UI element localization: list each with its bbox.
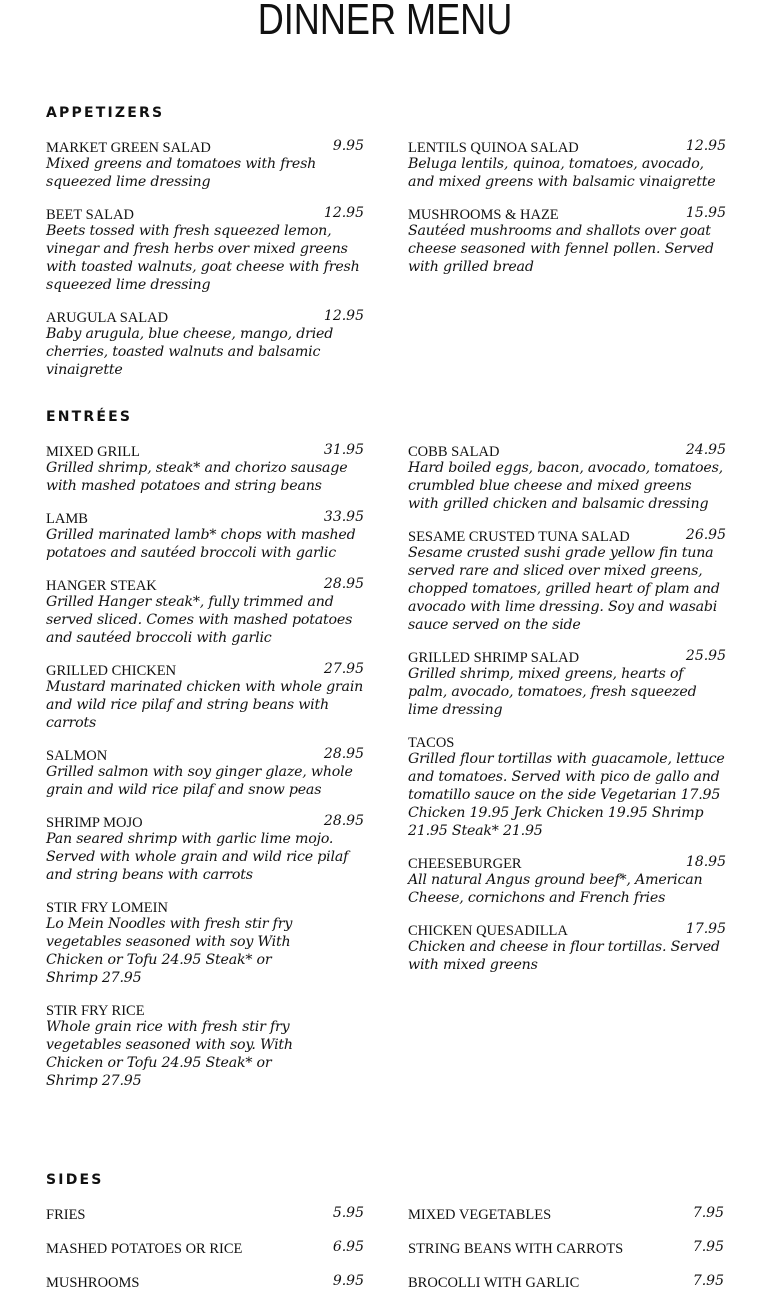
item-name: MIXED GRILL xyxy=(46,444,140,460)
item-price: 17.95 xyxy=(685,921,726,937)
menu-item xyxy=(46,137,364,191)
item-name: MUSHROOMS xyxy=(46,1275,140,1291)
item-description: Baby arugula, blue cheese, mango, dried cherries, toasted walnuts and balsamic vinaigrette xyxy=(46,326,334,378)
menu-item xyxy=(46,1000,364,1090)
page-title: DINNER MENU xyxy=(257,0,513,44)
item-description: Beets tossed with fresh squeezed lemon, vinegar and fresh herbs over mixed greens with toasted walnuts, goat cheese with fresh squeezed lime dressing xyxy=(46,223,360,293)
item-name: GRILLED SHRIMP SALAD xyxy=(408,650,580,666)
menu-item xyxy=(408,920,726,974)
item-price: 7.95 xyxy=(692,1205,724,1221)
item-price: 25.95 xyxy=(685,648,726,664)
item-price: 33.95 xyxy=(323,509,364,525)
item-name: MUSHROOMS & HAZE xyxy=(408,207,559,223)
item-name: GRILLED CHICKEN xyxy=(46,663,177,679)
item-price: 9.95 xyxy=(332,138,364,154)
section-heading-sides: SIDES xyxy=(46,1172,104,1188)
sides-right-column xyxy=(408,1204,724,1290)
item-name: MASHED POTATOES OR RICE xyxy=(46,1241,243,1257)
item-name: FRIES xyxy=(46,1207,86,1223)
item-name: TACOS xyxy=(408,735,455,751)
item-description: Grilled Hanger steak*, fully trimmed and served sliced. Comes with mashed potatoes and sautéed broccoli with garlic xyxy=(46,594,353,646)
menu-item xyxy=(46,307,364,379)
item-name: LENTILS QUINOA SALAD xyxy=(408,140,579,156)
item-name: CHICKEN QUESADILLA xyxy=(408,923,568,939)
menu-item xyxy=(46,441,364,495)
appetizers-right-column xyxy=(408,137,726,276)
item-description: Grilled shrimp, steak* and chorizo sausage with mashed potatoes and string beans xyxy=(46,460,348,494)
menu-item xyxy=(408,441,726,513)
item-name: STRING BEANS WITH CARROTS xyxy=(408,1241,624,1257)
item-price: 31.95 xyxy=(323,442,364,458)
item-description: Grilled salmon with soy ginger glaze, whole grain and wild rice pilaf and snow peas xyxy=(46,764,353,798)
item-description: Beluga lentils, quinoa, tomatoes, avocado, and mixed greens with balsamic vinaigrette xyxy=(408,156,716,190)
menu-item xyxy=(46,745,364,799)
item-description: Grilled marinated lamb* chops with mashed potatoes and sautéed broccoli with garlic xyxy=(46,527,356,561)
item-price: 12.95 xyxy=(323,308,364,324)
menu-item xyxy=(408,204,726,276)
sides-left-column xyxy=(46,1204,364,1290)
menu-item xyxy=(408,526,726,634)
item-price: 26.95 xyxy=(685,527,726,543)
item-price: 24.95 xyxy=(685,442,726,458)
item-price: 15.95 xyxy=(685,205,726,221)
menu-item xyxy=(46,812,364,884)
menu-item xyxy=(46,204,364,294)
item-description: Sautéed mushrooms and shallots over goat cheese seasoned with fennel pollen. Served with grilled bread xyxy=(408,223,714,275)
menu-item xyxy=(408,853,726,907)
item-price: 7.95 xyxy=(692,1239,724,1255)
item-description: Sesame crusted sushi grade yellow fin tuna served rare and sliced over mixed greens, chopped tomatoes, grilled heart of plam and avocado with lime dressing. Soy and wasabi sauce served on the side xyxy=(408,545,720,633)
item-description: Whole grain rice with fresh stir fry vegetables seasoned with soy. With Chicken or Tofu 24.95 Steak* or Shrimp 27.95 xyxy=(46,1019,293,1089)
item-price: 5.95 xyxy=(332,1205,364,1221)
item-name: COBB SALAD xyxy=(408,444,500,460)
item-description: Grilled shrimp, mixed greens, hearts of palm, avocado, tomatoes, fresh squeezed lime dressing xyxy=(408,666,697,718)
menu-item xyxy=(46,575,364,647)
item-price: 9.95 xyxy=(332,1273,364,1289)
section-heading-entrees: ENTRÉES xyxy=(46,409,133,425)
item-name: ARUGULA SALAD xyxy=(46,310,169,326)
item-price: 6.95 xyxy=(332,1239,364,1255)
item-name: BROCOLLI WITH GARLIC xyxy=(408,1275,580,1291)
menu-item xyxy=(408,647,726,719)
section-heading-appetizers: APPETIZERS xyxy=(46,105,165,121)
item-price: 28.95 xyxy=(323,576,364,592)
menu-item xyxy=(46,1238,364,1256)
menu-item xyxy=(408,137,726,191)
item-price: 12.95 xyxy=(323,205,364,221)
item-name: SALMON xyxy=(46,748,108,764)
item-price: 18.95 xyxy=(685,854,726,870)
item-name: MARKET GREEN SALAD xyxy=(46,140,211,156)
item-price: 12.95 xyxy=(685,138,726,154)
item-description: Mustard marinated chicken with whole grain and wild rice pilaf and string beans with carrots xyxy=(46,679,364,731)
item-name: SHRIMP MOJO xyxy=(46,815,143,831)
menu-item xyxy=(408,732,726,840)
menu-item xyxy=(46,660,364,732)
entrees-left-column xyxy=(46,441,364,1090)
item-description: Chicken and cheese in flour tortillas. Served with mixed greens xyxy=(408,939,720,973)
item-price: 7.95 xyxy=(692,1273,724,1289)
menu-item xyxy=(408,1272,724,1290)
entrees-right-column xyxy=(408,441,726,974)
item-name: CHEESEBURGER xyxy=(408,856,522,872)
item-description: Hard boiled eggs, bacon, avocado, tomatoes, crumbled blue cheese and mixed greens with grilled chicken and balsamic dressing xyxy=(408,460,723,512)
item-name: MIXED VEGETABLES xyxy=(408,1207,552,1223)
item-price: 28.95 xyxy=(323,813,364,829)
item-name: BEET SALAD xyxy=(46,207,134,223)
item-name: LAMB xyxy=(46,511,88,527)
item-price: 28.95 xyxy=(323,746,364,762)
item-description: Mixed greens and tomatoes with fresh squeezed lime dressing xyxy=(46,156,317,190)
item-name: STIR FRY LOMEIN xyxy=(46,900,168,916)
menu-item xyxy=(46,508,364,562)
item-name: STIR FRY RICE xyxy=(46,1003,145,1019)
appetizers-left-column xyxy=(46,137,364,379)
menu-item xyxy=(46,1272,364,1290)
item-description: Lo Mein Noodles with fresh stir fry vegetables seasoned with soy With Chicken or Tofu 24.95 Steak* or Shrimp 27.95 xyxy=(46,916,293,986)
item-name: HANGER STEAK xyxy=(46,578,157,594)
item-description: Pan seared shrimp with garlic lime mojo. Served with whole grain and wild rice pilaf and string beans with carrots xyxy=(46,831,349,883)
menu-item xyxy=(408,1238,724,1256)
menu-item xyxy=(46,1204,364,1222)
item-description: Grilled flour tortillas with guacamole, lettuce and tomatoes. Served with pico de gallo and tomatillo sauce on the side Vegetarian 17.95 Chicken 19.95 Jerk Chicken 19.95 Shrimp 21.95 Steak* 21.95 xyxy=(408,751,725,839)
item-description: All natural Angus ground beef*, American Cheese, cornichons and French fries xyxy=(408,872,703,906)
menu-item xyxy=(408,1204,724,1222)
item-price: 27.95 xyxy=(323,661,364,677)
item-name: SESAME CRUSTED TUNA SALAD xyxy=(408,529,630,545)
menu-item xyxy=(46,897,364,987)
